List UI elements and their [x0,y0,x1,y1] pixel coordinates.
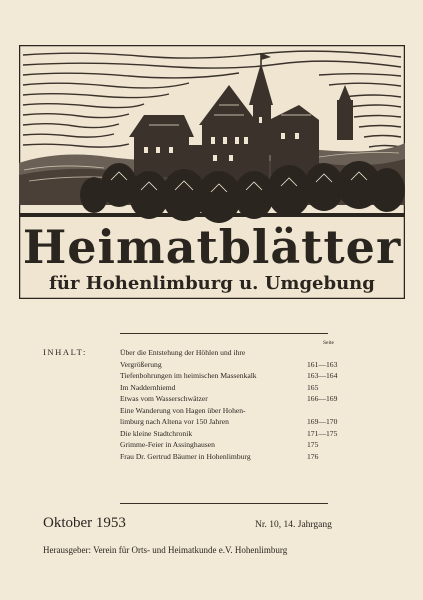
toc-entry-title: Frau Dr. Gertrud Bäumer in Hohenlimburg [120,451,251,461]
table-of-contents [120,347,345,462]
toc-entry [120,393,345,405]
masthead-subtitle: für Hohenlimburg u. Umgebung [49,273,375,294]
toc-entry [120,347,345,370]
toc-entry-title: Die kleine Stadtchronik [120,428,193,438]
toc-entry-pages: 165 [307,382,319,392]
issue-date: Oktober 1953 [43,515,126,531]
contents-bottom-rule [120,503,328,504]
toc-entry-title-continued: Vergrößerung [120,359,162,369]
toc-entry-title: Im Naddernhiemd [120,382,176,392]
toc-entry-pages: 176 [307,451,319,461]
issue-number: Nr. 10, 14. Jahrgang [255,520,332,530]
toc-entry [120,370,345,382]
toc-entry-pages: 175 [307,440,319,449]
toc-entry [120,428,345,440]
contents-label: INHALT: [43,347,87,357]
toc-entry-pages: 169—170 [307,417,338,426]
toc-entry-title: Eine Wanderung von Hagen über Hohen- [120,405,246,415]
castle-woodcut-illustration [19,45,405,299]
masthead-title: Heimatblätter [22,220,402,274]
contents-top-rule [120,333,328,334]
toc-entry-title: Etwas vom Wasserschwätzer [120,394,208,403]
toc-entry-title: Über die Entstehung der Höhlen und ihre [120,348,246,357]
toc-entry-title-continued: limburg nach Altena vor 150 Jahren [120,417,229,426]
toc-entry-pages: 171—175 [307,428,338,438]
toc-entry-title: Grimme-Feier in Assinghausen [120,440,215,449]
toc-entry [120,382,345,394]
toc-entry-pages: 166—169 [307,394,338,403]
toc-entry [120,439,345,451]
publisher-line: Herausgeber: Verein für Orts- und Heimatkunde e.V. Hohenlimburg [43,545,288,555]
page-column-header: Seite [323,340,334,346]
toc-entry-pages: 161—163 [307,359,338,369]
toc-entry [120,405,345,428]
toc-entry [120,451,345,463]
toc-entry-title: Tiefenbohrungen im heimischen Massenkalk [120,371,257,380]
toc-entry-pages: 163—164 [307,371,338,380]
